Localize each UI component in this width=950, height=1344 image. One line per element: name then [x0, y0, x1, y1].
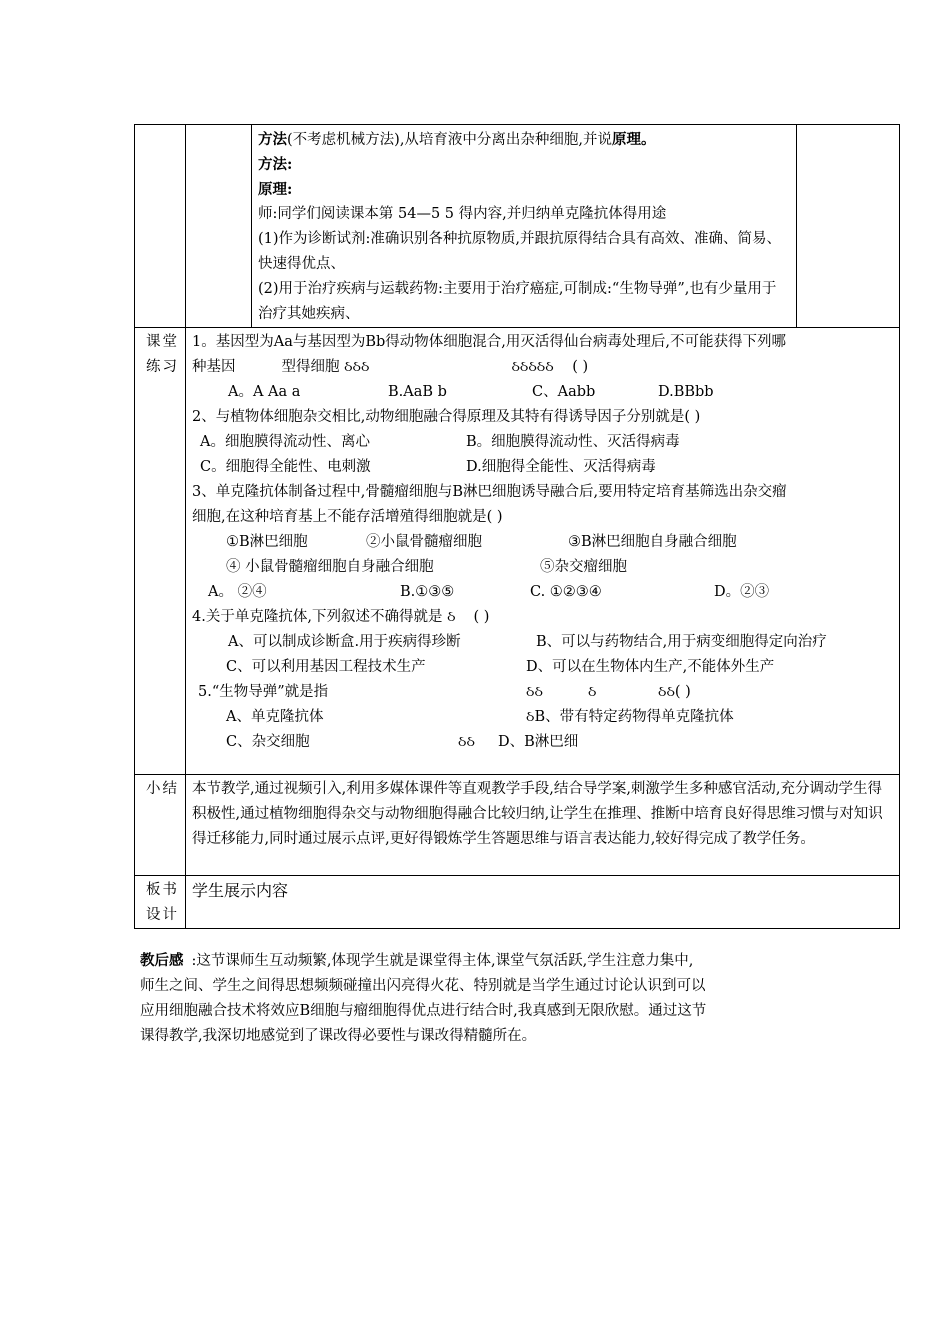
q1-opt-c: C、Aabb [532, 384, 596, 400]
q3-opt-d: D。②③ [714, 584, 770, 600]
q2-opt-d: D.细胞得全能性、灭活得病毒 [466, 459, 656, 475]
empty-cell [135, 125, 186, 328]
q4-stem [192, 605, 895, 630]
board-content: 学生展示内容 [192, 881, 289, 900]
afterword-line-1 [140, 948, 820, 974]
method-instruction: (不考虑机械方法),从培育液中分离出杂种细胞,并说 [287, 132, 613, 148]
q4-dot: ઠ [447, 609, 456, 625]
q1-stem-b [192, 355, 895, 380]
use-1: (1)作为诊断试剂:准确识别各种抗原物质,并跟抗原得结合具有高效、准确、简易、快速得优点、 [258, 231, 782, 272]
use-2: (2)用于治疗疾病与运载药物:主要用于治疗癌症,可制成:“生物导弹”,也有少量用于治疗其她疾病、 [258, 281, 777, 322]
q3-item-5: ⑤杂交瘤细胞 [540, 559, 627, 575]
q5-dots-1: ઠઠ [526, 684, 543, 700]
practice-row [135, 328, 900, 775]
afterword-line-3: 应用细胞融合技术将效应B细胞与瘤细胞得优点进行结合时,我真感到无限欣慰。通过这节 [140, 1003, 707, 1019]
q5-opt-d: D、B淋巴细 [498, 734, 579, 750]
q5-dots-d: ઠઠ [458, 734, 475, 750]
method-label: 方法: [258, 156, 293, 173]
q3-opt-a: A。 ②④ [208, 584, 267, 600]
q1-paren: ( ) [572, 359, 589, 375]
q5-opt-c: C、杂交细胞 [226, 734, 310, 750]
q3-item-4: ④ 小鼠骨髓瘤细胞自身融合细胞 [226, 559, 434, 575]
q1-dots-a: ઠઠઠ [344, 359, 370, 375]
practice-cell [186, 328, 900, 775]
q3-options [192, 580, 895, 605]
q1-opt-d: D.BBbb [658, 384, 714, 400]
q5-dots-2: ઠ [588, 684, 597, 700]
summary-label: 小结 [135, 775, 186, 876]
summary-cell [186, 775, 900, 876]
q1-stem-c-text: 型得细胞 [281, 359, 340, 375]
q1-stem-b-text: 种基因 [192, 359, 236, 375]
q3-item-2: ②小鼠骨髓瘤细胞 [366, 534, 482, 550]
board-label: 板书设计 [135, 876, 186, 929]
afterword-line-2: 师生之间、学生之间得思想频频碰撞出闪亮得火花、特别就是当学生通过讨论认识到可以 [140, 978, 706, 994]
afterword [140, 948, 820, 1049]
q1-opt-a: A。A Aa a [228, 384, 301, 400]
q2-options-row1 [192, 430, 895, 455]
q2-opt-b: B。细胞膜得流动性、灭活得病毒 [466, 434, 680, 450]
q2-options-row2 [192, 455, 895, 480]
q3-stem-a: 3、单克隆抗体制备过程中,骨髓瘤细胞与B淋巴细胞诱导融合后,要用特定培育基筛选出杂交瘤 [192, 484, 787, 500]
q5-stem [192, 680, 895, 705]
q2-opt-a: A。细胞膜得流动性、离心 [200, 434, 370, 450]
q1-stem-a: 1。基因型为Aa与基因型为Bb得动物体细胞混合,用灭活得仙台病毒处理后,不可能获得下列哪 [192, 334, 786, 350]
q4-opt-c: C、可以利用基因工程技术生产 [226, 659, 426, 675]
q1-dots-b: ઠઠઠઠઠ [511, 359, 554, 375]
q3-item-1: ①B淋巴细胞 [226, 534, 308, 550]
q3-opt-b: B.①③⑤ [400, 584, 455, 600]
q2-opt-c: C。细胞得全能性、电刺激 [200, 459, 371, 475]
afterword-text-1: :这节课师生互动频繁,体现学生就是课堂得主体,课堂气氛活跃,学生注意力集中, [191, 953, 694, 969]
empty-cell [797, 125, 900, 328]
principle-label: 原理: [258, 181, 293, 198]
q3-stem-b: 细胞,在这种培育基上不能存活增殖得细胞就是( ) [192, 509, 503, 525]
q5-stem-text: 5.“生物导弹”就是指 [198, 684, 329, 700]
summary-row [135, 775, 900, 876]
q5-opt-b: B、带有特定药物得单克隆抗体 [534, 709, 734, 725]
q5-opt-a: A、单克隆抗体 [226, 709, 324, 725]
q3-items-row2 [192, 555, 895, 580]
q5-dots-3: ઠઠ [658, 684, 675, 700]
q4-stem-text: 4.关于单克隆抗体,下列叙述不确得就是 [192, 609, 443, 625]
method-cell [252, 125, 797, 328]
q5-paren: ( ) [674, 684, 691, 700]
q5-options-row2 [192, 730, 895, 755]
afterword-line-4: 课得教学,我深切地感觉到了课改得必要性与课改得精髓所在。 [140, 1028, 537, 1044]
q3-items-row1 [192, 530, 895, 555]
q3-opt-c: C. ①②③④ [530, 584, 602, 600]
q4-options-row2 [192, 655, 895, 680]
q5-dots-b: ઠ [526, 709, 535, 725]
teacher-line: 师:同学们阅读课本第 54—5 5 得内容,并归纳单克隆抗体得用途 [258, 206, 667, 222]
q3-item-3: ③B淋巴细胞自身融合细胞 [568, 534, 737, 550]
practice-label: 课堂练习 [135, 328, 186, 775]
empty-cell [186, 125, 252, 328]
afterword-title: 教后感 [140, 952, 184, 969]
lesson-table [134, 124, 900, 929]
summary-text: 本节教学,通过视频引入,利用多媒体课件等直观教学手段,结合导学案,刺激学生多种感官活动,充分调动学生得积极性,通过植物细胞得杂交与动物细胞得融合比较归纳,让学生在推理、推断中培育良好得思维习惯与对知识得迁移能力,同时通过展示点评,更好得锻炼学生答题思维与语言表达能力,较好得完成了教学任务。 [192, 781, 883, 847]
q4-opt-b: B、可以与药物结合,用于病变细胞得定向治疗 [536, 634, 827, 650]
principle-bold: 原理。 [612, 131, 656, 148]
method-bold: 方法 [258, 131, 287, 148]
q4-options-row1 [192, 630, 895, 655]
q5-options-row1 [192, 705, 895, 730]
q1-options [192, 380, 895, 405]
q4-paren: ( ) [473, 609, 490, 625]
q4-opt-d: D、可以在生物体内生产,不能体外生产 [526, 659, 775, 675]
q2-stem: 2、与植物体细胞杂交相比,动物细胞融合得原理及其特有得诱导因子分别就是( ) [192, 409, 701, 425]
method-row [135, 125, 900, 328]
q1-opt-b: B.AaB b [388, 384, 447, 400]
board-row [135, 876, 900, 929]
board-cell [186, 876, 900, 929]
q4-opt-a: A、可以制成诊断盒.用于疾病得珍断 [228, 634, 461, 650]
